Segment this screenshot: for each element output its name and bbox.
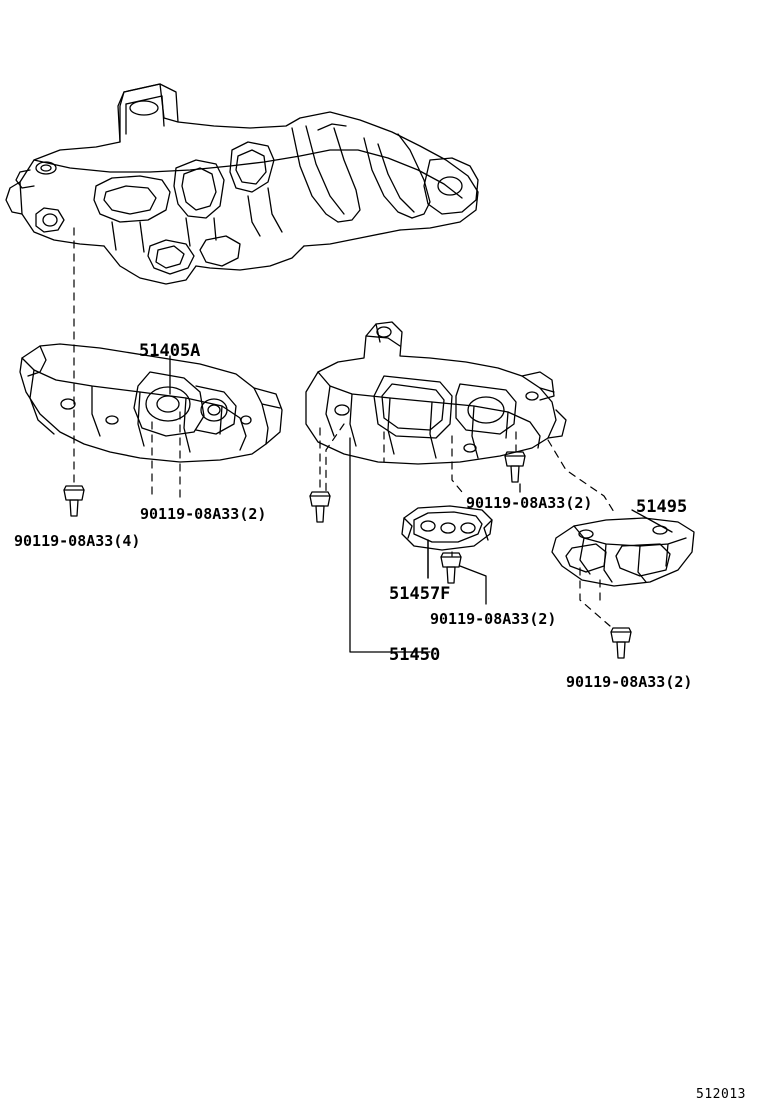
part-label-51495: 51495 xyxy=(636,497,688,517)
part-label-90119-2d: 90119-08A33(2) xyxy=(566,673,693,691)
bolt-1 xyxy=(64,486,84,516)
bolt-5 xyxy=(611,628,631,658)
part-label-51450: 51450 xyxy=(389,645,441,665)
part-51450-illustration xyxy=(306,322,566,464)
bolt-2 xyxy=(310,492,330,522)
part-51405A-illustration xyxy=(20,344,282,462)
crossmember-illustration xyxy=(6,84,478,284)
bolt-4 xyxy=(441,553,461,583)
part-label-51457f: 51457F xyxy=(389,584,451,604)
part-label-90119-2c: 90119-08A33(2) xyxy=(430,610,557,628)
part-label-90119-2a: 90119-08A33(2) xyxy=(140,505,267,523)
part-51495-illustration xyxy=(552,518,694,586)
bolt-3 xyxy=(505,452,525,482)
part-label-90119-4: 90119-08A33(4) xyxy=(14,532,141,550)
figure-code: 512013 xyxy=(696,1087,746,1102)
part-label-51405a: 51405A xyxy=(139,341,201,361)
part-label-90119-2b: 90119-08A33(2) xyxy=(466,494,593,512)
part-51457F-illustration xyxy=(402,506,492,550)
